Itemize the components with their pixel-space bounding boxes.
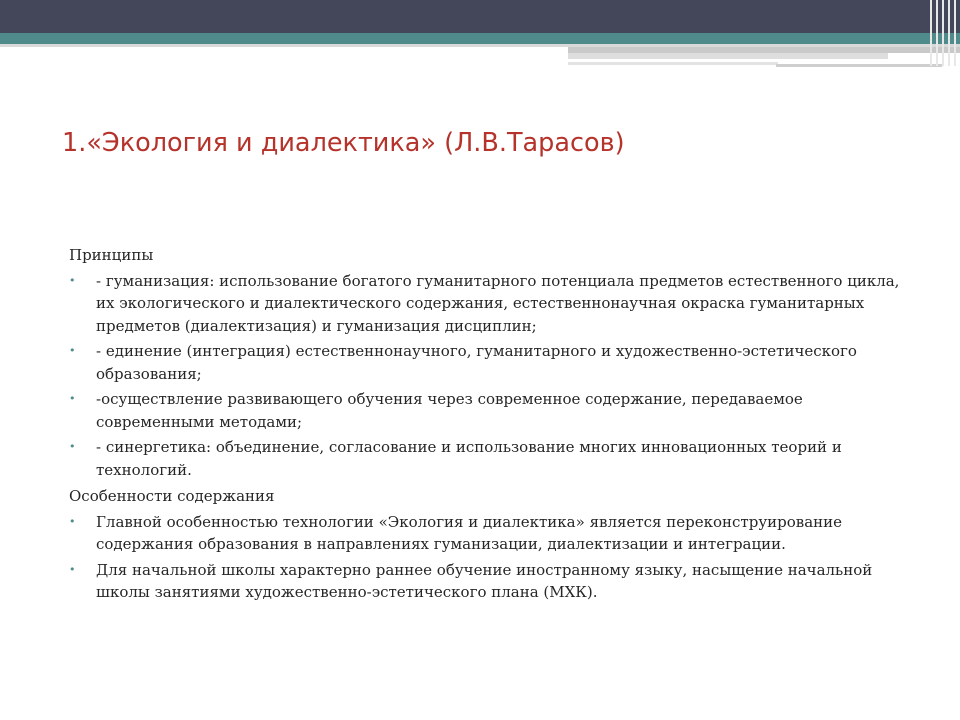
bullet-icon: •: [69, 344, 76, 357]
section-heading-principles: Принципы: [69, 246, 154, 264]
list-item-text: Для начальной школы характерно раннее обучение иностранному языку, насыщение начальной школы занятиями художественно-эстетического плана (МХК).: [96, 560, 873, 601]
list-item: [69, 270, 909, 338]
bullet-icon: •: [69, 514, 76, 528]
bullet-icon: •: [69, 440, 76, 453]
section-heading-content-features: Особенности содержания: [69, 487, 275, 505]
header-band-teal: [0, 33, 960, 44]
header-decorative-stripes: [926, 0, 960, 66]
list-item-text: Главной особенностью технологии «Экология и диалектика» является переконструирование содержания образования в направлениях гуманизации, диалектизации и интеграции.: [96, 512, 843, 553]
slide-body: [69, 244, 909, 607]
bullet-icon: •: [69, 273, 76, 287]
list-item: [69, 436, 909, 481]
list-item: [69, 388, 909, 433]
content-features-list: [69, 511, 909, 604]
bullet-icon: •: [69, 562, 76, 576]
list-item-text: - единение (интеграция) естественнонаучного, гуманитарного и художественно-эстетического образования;: [96, 342, 857, 383]
list-item: [69, 511, 909, 556]
list-item-text: -осуществление развивающего обучения через современное содержание, передаваемое современными методами;: [96, 390, 803, 431]
principles-list: [69, 270, 909, 482]
header-band-dark: [0, 0, 960, 33]
header-band-gray: [776, 64, 942, 67]
bullet-icon: •: [69, 392, 76, 405]
header-band-gray: [568, 53, 888, 59]
list-item-text: - гуманизация: использование богатого гуманитарного потенциала предметов естественного цикла, их экологического и диалектического содержания, естественнонаучная окраска гуманитарных предметов (диалектизация) и гуманизация дисциплин;: [96, 271, 900, 335]
list-item: [69, 559, 909, 604]
header-band-gray: [568, 62, 778, 65]
slide-title: 1.«Экология и диалектика» (Л.В.Тарасов): [62, 128, 625, 158]
list-item-text: - синергетика: объединение, согласование и использование многих инновационных теорий и технологий.: [96, 438, 842, 479]
list-item: [69, 340, 909, 385]
